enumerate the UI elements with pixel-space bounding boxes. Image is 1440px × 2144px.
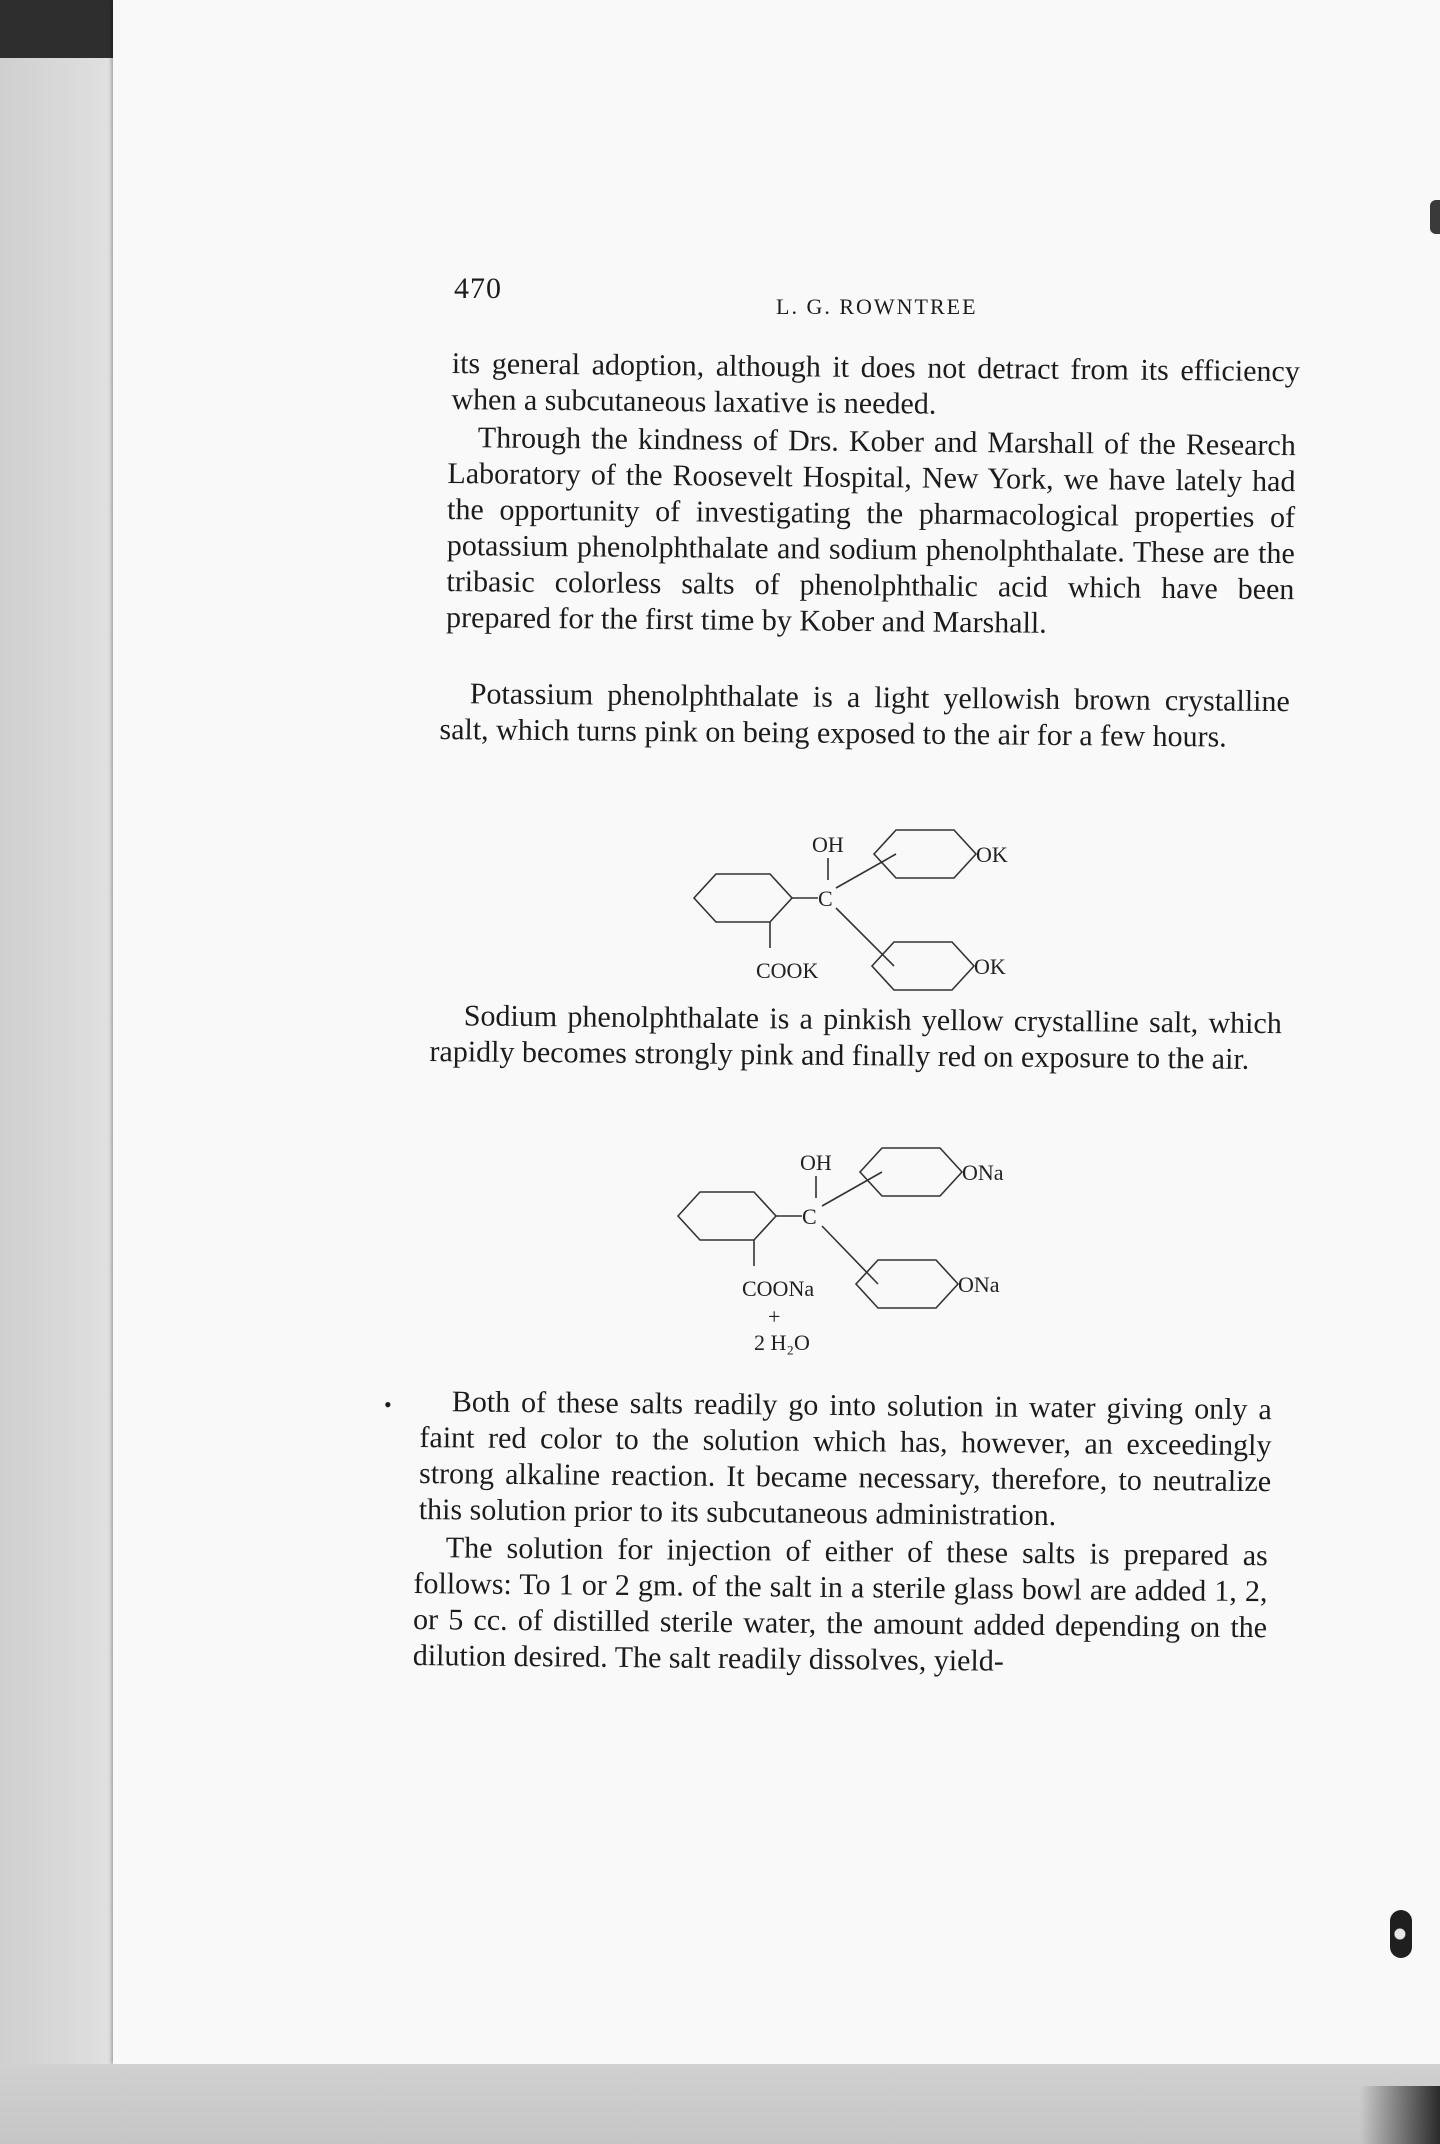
oxygen-potassium-label-bottom: OK — [974, 954, 1006, 979]
bond-carbon-to-upper-ring — [836, 854, 896, 888]
benzene-ring-upper — [874, 830, 976, 878]
oxygen-potassium-label-top: OK — [976, 842, 1008, 867]
scan-bottom-shadow — [1360, 2086, 1440, 2144]
benzene-ring-left — [678, 1192, 776, 1240]
carboxyl-potassium-label: COOK — [756, 958, 819, 983]
paragraph-sodium-salt: Sodium phenolphthalate is a pinkish yellow crystalline salt, which rapidly becomes strongly pink and finally red on exposure to the air. — [429, 999, 1282, 1076]
page-number: 470 — [454, 272, 502, 305]
bond-carbon-to-lower-ring — [822, 1226, 878, 1284]
potassium-phenolphthalate-formula — [680, 818, 1040, 996]
sodium-phenolphthalate-formula — [664, 1134, 1044, 1354]
carbon-label: C — [802, 1204, 817, 1229]
carbon-label: C — [818, 886, 833, 911]
paragraph-potassium-salt: Potassium phenolphthalate is a light yellowish brown crystalline salt, which turns pink on being exposed to the air for a few hours. — [439, 677, 1290, 754]
bond-carbon-to-lower-ring — [836, 908, 894, 966]
scan-bottom-border — [0, 2064, 1440, 2144]
paragraph-kober-marshall: Through the kindness of Drs. Kober and Marshall of the Research Laboratory of the Roosevelt Hospital, New York, we have lately had the opportunity of investigating the pharmacological properties of potassium phenolphthalate and sodium phenolphthalate. These are the tribasic colorless salts of phenolphthalic acid which have been prepared for the first time by Kober and Marshall. — [445, 421, 1296, 640]
bond-carbon-to-upper-ring — [822, 1172, 882, 1206]
scan-edge-mark — [1430, 200, 1440, 234]
water-of-crystallization: 2 H₂O — [754, 1330, 810, 1355]
benzene-ring-lower — [856, 1260, 958, 1308]
hydroxyl-label: OH — [800, 1150, 832, 1175]
benzene-ring-left — [694, 874, 792, 922]
running-head: L. G. ROWNTREE — [776, 294, 978, 319]
stray-ink-dot: • — [384, 1392, 392, 1417]
oxygen-sodium-label-bottom: ONa — [958, 1272, 1000, 1297]
paragraph-solution-alkaline: Both of these salts readily go into solution in water giving only a faint red color to the solution which has, however, an exceedingly strong alkaline reaction. It became necessary, therefore, to neutralize this solution prior to its subcutaneous administration. — [418, 1385, 1272, 1533]
paragraph-injection-prep: The solution for injection of either of these salts is prepared as follows: To 1 or 2 gm. of the salt in a sterile glass bowl are added 1, 2, or 5 cc. of distilled sterile water, the amount added depending on the dilution desired. The salt readily dissolves, yield- — [412, 1531, 1268, 1678]
binder-hole-mark — [1390, 1910, 1412, 1958]
carboxyl-sodium-label: COONa — [742, 1276, 815, 1301]
benzene-ring-lower — [872, 942, 974, 990]
benzene-ring-upper — [860, 1148, 962, 1196]
plus-sign: + — [768, 1304, 781, 1329]
oxygen-sodium-label-top: ONa — [962, 1160, 1004, 1185]
hydroxyl-label: OH — [812, 832, 844, 857]
paragraph-continuation: its general adoption, although it does not detract from its efficiency when a subcutaneous laxative is needed. — [451, 346, 1300, 421]
